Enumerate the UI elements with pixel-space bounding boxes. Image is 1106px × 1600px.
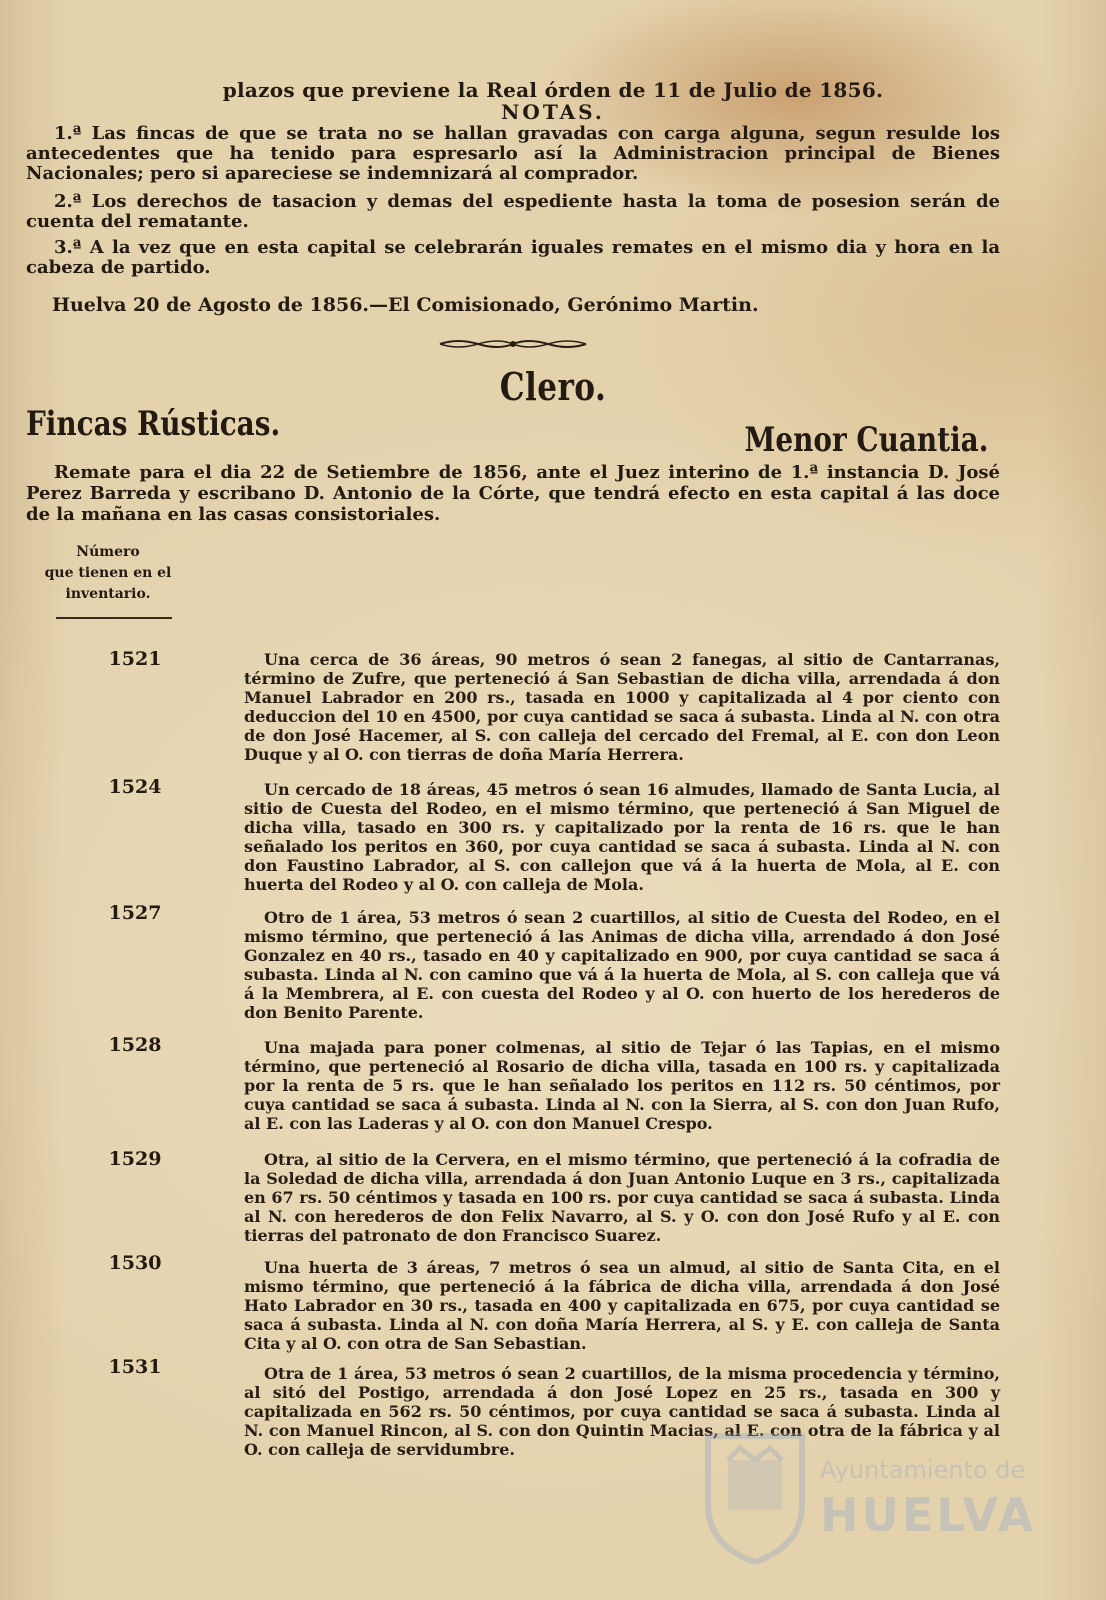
entry-number: 1531 [108, 1356, 162, 1378]
notas-title: NOTAS. [501, 100, 605, 124]
entry-text: Otro de 1 área, 53 metros ó sean 2 cuartillos, al sitio de Cuesta del Rodeo, en el mismo término, que perteneció á las Animas de dicha villa, arrendado á don José Gonzalez en 40 rs., tasado en 40 y capitalizado en 900, por cuya cantidad se saca á subasta. Linda al N. con camino que vá á la huerta de Mola, al S. con calleja que vá á la Membrera, al E. con cuesta del Rodeo y al O. con huerto de los herederos de don Benito Parente. [244, 908, 1000, 1022]
entry-number: 1527 [108, 902, 162, 924]
watermark-line1: Ayuntamiento de [820, 1456, 1026, 1484]
entry-text: Otra de 1 área, 53 metros ó sean 2 cuartillos, de la misma procedencia y término, al sitó del Postigo, arrendada á don José Lopez en 25 rs., tasada en 300 y capitalizada en 562 rs. 50 céntimos, por cuya cantidad se saca á subasta. Linda al N. con Manuel Rincon, al S. con don Quintin Macias, al E. con otra de la fábrica y al O. con calleja de servidumbre. [244, 1364, 1000, 1459]
note-3: 3.ª A la vez que en esta capital se celebrarán iguales remates en el mismo dia y hora en la cabeza de partido. [26, 237, 1000, 278]
inventory-label-line3: inventario. [65, 586, 151, 602]
ornament-divider [438, 338, 588, 350]
coat-of-arms-icon [700, 1426, 810, 1566]
entry-text: Un cercado de 18 áreas, 45 metros ó sean 16 almudes, llamado de Santa Lucia, al sitio de Cuesta del Rodeo, en el mismo término, que perteneció á San Miguel de dicha villa, tasado en 300 rs. y capitalizado por la renta de 16 rs. que le han señalado los peritos en 360, por cuya cantidad se saca á subasta. Linda al N. con don Faustino Labrador, al S. con callejon que vá á la huerta de Mola, al E. con huerta del Rodeo y al O. con calleja de Mola. [244, 780, 1000, 894]
inventory-label-line1: Número [76, 544, 140, 560]
note-1: 1.ª Las fincas de que se trata no se hallan gravadas con carga alguna, segun resulde los antecedentes que ha tenido para espresarlo así la Administracion principal de Bienes Nacionales; pero si apareciese se indemnizará al comprador. [26, 123, 1000, 184]
entry-number: 1521 [108, 648, 162, 670]
column-rule [56, 617, 172, 619]
continuation-line: plazos que previene la Real órden de 11 de Julio de 1856. [222, 78, 884, 102]
archive-watermark [700, 1426, 1090, 1576]
entry-number: 1529 [108, 1148, 162, 1170]
entry-text: Una majada para poner colmenas, al sitio de Tejar ó las Tapias, en el mismo término, que perteneció al Rosario de dicha villa, tasada en 100 rs. y capitalizada por la renta de 5 rs. que le han señalado los peritos en 112 rs. 50 céntimos, por cuya cantidad se saca á subasta. Linda al N. con la Sierra, al S. con don Juan Rufo, al E. con las Laderas y al O. con don Manuel Crespo. [244, 1038, 1000, 1133]
entry-number: 1530 [108, 1252, 162, 1274]
auction-announcement: Remate para el dia 22 de Setiembre de 1856, ante el Juez interino de 1.ª instancia D. José Perez Barreda y escribano D. Antonio de la Córte, que tendrá efecto en esta capital á las doce de la mañana en las casas consistoriales. [26, 462, 1000, 525]
inventory-label-line2: que tienen en el [44, 565, 172, 581]
watermark-line2: HUELVA [820, 1488, 1037, 1542]
inventory-column-label [28, 542, 188, 605]
entry-number: 1528 [108, 1034, 162, 1056]
signature-line: Huelva 20 de Agosto de 1856.—El Comisionado, Gerónimo Martin. [52, 294, 759, 316]
entry-number: 1524 [108, 776, 162, 798]
entry-text: Otra, al sitio de la Cervera, en el mismo término, que perteneció á la cofradia de la Soledad de dicha villa, arrendada á don Juan Antonio Luque en 3 rs., capitalizada en 67 rs. 50 céntimos y tasada en 100 rs. por cuya cantidad se saca á subasta. Linda al N. con herederos de don Felix Navarro, al S. y O. con don José Rufo y al E. con tierras del patronato de don Francisco Suarez. [244, 1150, 1000, 1245]
section-title: Clero. [499, 364, 607, 409]
entry-text: Una cerca de 36 áreas, 90 metros ó sean 2 fanegas, al sitio de Cantarranas, término de Zufre, que perteneció á San Sebastian de dicha villa, arrendada á don Manuel Labrador en 200 rs., tasada en 1000 y capitalizada al 4 por ciento con deduccion del 10 en 4500, por cuya cantidad se saca á subasta. Linda al N. con otra de don José Hacemer, al S. con calleja del cercado del Fremal, al E. con don Leon Duque y al O. con tierras de doña María Herrera. [244, 650, 1000, 764]
cuantia-heading: Menor Cuantia. [744, 420, 988, 460]
fincas-heading: Fincas Rústicas. [26, 404, 281, 444]
note-2: 2.ª Los derechos de tasacion y demas del espediente hasta la toma de posesion serán de cuenta del rematante. [26, 191, 1000, 232]
entry-text: Una huerta de 3 áreas, 7 metros ó sea un almud, al sitio de Santa Cita, en el mismo término, que perteneció á la fábrica de dicha villa, arrendada á don José Hato Labrador en 30 rs., tasada en 400 y capitalizada en 675, por cuya cantidad se saca á subasta. Linda al N. con doña María Herrera, al S. y E. con calleja de Santa Cita y al O. con otra de San Sebastian. [244, 1258, 1000, 1353]
